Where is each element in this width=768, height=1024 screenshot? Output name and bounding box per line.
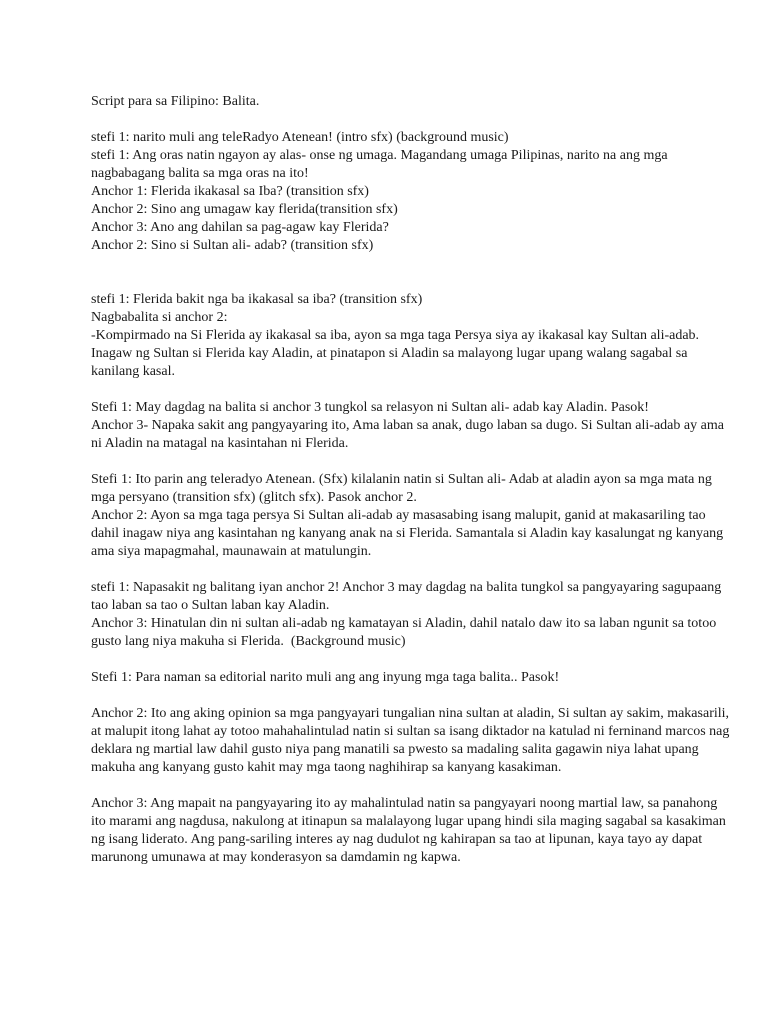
script-line: Stefi 1: Para naman sa editorial narito muli ang ang inyung mga taga balita.. Pasok! xyxy=(91,670,560,685)
spacer xyxy=(91,651,731,669)
script-line: Anchor 1: Flerida ikakasal sa Iba? (transition sfx) xyxy=(91,184,369,199)
spacer xyxy=(91,687,731,705)
script-line: stefi 1: Napasakit ng balitang iyan anchor 2! Anchor 3 may dagdag na balita tungkol sa pangyayaring sagupaang tao laban sa tao o Sultan laban kay Aladin. xyxy=(91,580,725,613)
document-page xyxy=(91,93,731,867)
script-line: Anchor 3: Ano ang dahilan sa pag-agaw kay Flerida? xyxy=(91,220,389,235)
script-line: Anchor 2: Sino si Sultan ali- adab? (transition sfx) xyxy=(91,238,374,253)
script-line: Stefi 1: May dagdag na balita si anchor 3 tungkol sa relasyon ni Sultan ali- adab kay Aladin. Pasok! xyxy=(91,400,649,415)
spacer xyxy=(91,111,731,129)
script-line: Anchor 3- Napaka sakit ang pangyayaring ito, Ama laban sa anak, dugo laban sa dugo. Si Sultan ali-adab ay ama ni Aladin na matagal na kasintahan ni Flerida. xyxy=(91,418,728,451)
script-line: Anchor 2: Ayon sa mga taga persya Si Sultan ali-adab ay masasabing isang malupit, ganid at makasariling tao dahil inagaw niya ang kasintahan ng kanyang anak na si Flerida. Samantala si Aladin kay kasalungat ng kanyang ama siya mapagmahal, maunawain at matulungin. xyxy=(91,508,727,559)
script-line: Anchor 3: Ang mapait na pangyayaring ito ay mahalintulad natin sa pangyayari noong martial law, sa panahong ito marami ang nagdusa, nakulong at itinapun sa malalayong lugar upang hindi sila maging sagabal sa kasakiman ng isang liderato. Ang pang-sariling interes ay nag dudulot ng kahirapan sa tao at lipunan, kaya tayo ay dapat marunong umunawa at may konderasyon sa damdamin ng kapwa. xyxy=(91,796,730,865)
script-line: -Kompirmado na Si Flerida ay ikakasal sa iba, ayon sa mga taga Persya siya ay ikakasal kay Sultan ali-adab. Inagaw ng Sultan si Flerida kay Aladin, at pinatapon si Aladin sa malayong lugar upang walang sagabal sa kanilang kasal. xyxy=(91,328,703,379)
script-line: Anchor 2: Ito ang aking opinion sa mga pangyayari tungalian nina sultan at aladin, Si sultan ay sakim, makasarili, at malupit itong lahat ay totoo mahahalintulad natin si sultan sa isang diktador na katulad ni ferninand marcos nag deklara ng martial law dahil gusto niya pang manatili sa pwesto sa madaling salita gagawin niya lahat upang makuha ang kanyang gusto kahit may mga taong naghihirap sa kanyang kasakiman. xyxy=(91,706,733,775)
spacer xyxy=(91,255,731,291)
script-line: stefi 1: narito muli ang teleRadyo Atenean! (intro sfx) (background music) xyxy=(91,130,509,145)
spacer xyxy=(91,381,731,399)
script-line: stefi 1: Ang oras natin ngayon ay alas- onse ng umaga. Magandang umaga Pilipinas, narito na ang mga nagbabagang balita sa mga oras na ito! xyxy=(91,148,672,181)
document-title: Script para sa Filipino: Balita. xyxy=(91,94,260,109)
spacer xyxy=(91,777,731,795)
script-line: Anchor 2: Sino ang umagaw kay flerida(transition sfx) xyxy=(91,202,398,217)
script-line: Stefi 1: Ito parin ang teleradyo Atenean. (Sfx) kilalanin natin si Sultan ali- Adab at aladin ayon sa mga mata ng mga persyano (transition sfx) (glitch sfx). Pasok anchor 2. xyxy=(91,472,716,505)
script-line: Anchor 3: Hinatulan din ni sultan ali-adab ng kamatayan si Aladin, dahil natalo daw ito sa laban ngunit sa totoo gusto lang niya makuha si Flerida. (Background music) xyxy=(91,616,720,649)
spacer xyxy=(91,453,731,471)
script-line: stefi 1: Flerida bakit nga ba ikakasal sa iba? (transition sfx) xyxy=(91,292,423,307)
script-line: Nagbabalita si anchor 2: xyxy=(91,310,228,325)
spacer xyxy=(91,561,731,579)
